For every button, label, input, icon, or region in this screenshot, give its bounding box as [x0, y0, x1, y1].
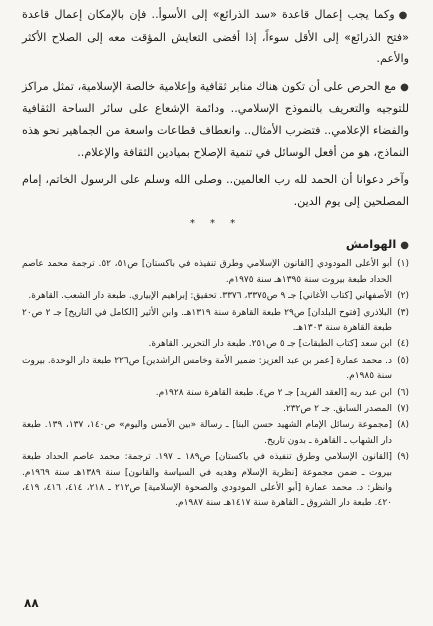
footnote-item [22, 386, 409, 401]
footnote-number: (٦) [397, 387, 409, 398]
footnote-text: ابن سعد [كتاب الطبقات] جـ ٥ ص٢٥١. طبعة دار التحرير. القاهرة. [148, 339, 392, 350]
paragraph-text: مع الحرص على أن تكون هناك منابر ثقافية وإعلامية خالصة الإسلامية، تمثل مراكز للتوجيه والتعريف بالنموذج الإسلامي.. ودائمة الإشعاع على سائر الساحة الثقافية والفضاء الإعلامي.. فتضرب الأمثال.. وانعطاف قطاعات واسعة من الجماهير نحو هذه النماذج، هو من أفعل الوسائل في تنمية الإصلاح بميادين الثقافة والإعلام.. [22, 79, 409, 159]
notes-heading [22, 237, 409, 251]
bullet-icon: ● [398, 10, 409, 21]
footnote-text: ابن عبد ربه [العقد الفريد] جـ ٢ ص٤. طبعة القاهرة سنة ١٩٢٨م. [155, 387, 392, 398]
footnotes-list [22, 257, 409, 512]
footnote-number: (٨) [397, 420, 409, 431]
page-number: ٨٨ [24, 596, 39, 610]
footnote-number: (٤) [397, 339, 409, 350]
footnote-item [22, 450, 409, 512]
footnote-item [22, 306, 409, 337]
footnote-number: (١) [397, 259, 409, 270]
paragraph-3 [22, 169, 409, 212]
paragraph-1 [22, 4, 409, 70]
footnote-text: أبو الأعلى المودودي [القانون الإسلامي وطرق تنفيذه في باكستان] ص٥١، ٥٢. ترجمة محمد عاصم الحداد طبعة بيروت سنة ١٣٩٥هـ سنة ١٩٧٥م. [22, 259, 393, 285]
footnote-number: (٩) [397, 452, 409, 463]
footnote-item [22, 418, 409, 449]
footnote-text: د. محمد عمارة [عمر بن عبد العزيز: ضمير الأمة وخامس الراشدين] ص٢٢٦ طبعة دار الوحدة. بيروت سنة ١٩٨٥م. [22, 355, 392, 382]
paragraph-2 [22, 76, 409, 163]
footnote-number: (٣) [397, 307, 409, 318]
footnote-item [22, 354, 409, 385]
bullet-icon: ● [400, 81, 409, 93]
footnote-item [22, 402, 409, 417]
footnote-text: الأصفهاني [كتاب الأغاني] جـ ٩ ص٣٣٧٥، ٣٣٧٦. تحقيق: إبراهيم الإبياري. طبعة دار الشعب. القاهرة. [28, 291, 392, 302]
section-separator: * * * [189, 218, 242, 230]
footnote-item [22, 289, 409, 304]
footnote-number: (٥) [397, 355, 409, 366]
footnote-item [22, 337, 409, 352]
footnote-text: المصدر السابق. جـ ٢ ص٢٣٢. [283, 404, 392, 414]
main-text [22, 4, 409, 212]
paragraph-text: وآخر دعوانا أن الحمد لله رب العالمين.. وصلى الله وسلم على الرسول الخاتم، إمام المصلحين إلى يوم الدين. [22, 173, 409, 208]
footnote-number: (٧) [397, 404, 409, 414]
bullet-icon: ● [400, 240, 409, 252]
paragraph-text: وكما يجب إعمال قاعدة «سد الذرائع» إلى الأسوأ.. فإن بالإمكان إعمال قاعدة «فتح الذرائع» إلى الأقل سوءاً، إذا أفضى التعايش المؤقت معه إلى الصلاح الأكثر والأعم. [22, 8, 409, 66]
footnote-text: [مجموعة رسائل الإمام الشهيد حسن البنا] ـ رسالة «بين الأمس واليوم» ص١٤٠، ١٣٧، ١٣٩. طبعة دار الشهاب ـ القاهرة ـ بدون تاريخ. [22, 420, 393, 446]
notes-heading-text: الهوامش [345, 237, 397, 252]
footnote-item [22, 257, 409, 288]
footnote-number: (٢) [397, 291, 409, 302]
footnote-text: البلاذري [فتوح البلدان] ص٢٩ طبعة القاهرة سنة ١٣١٩هـ. وابن الأثير [الكامل في التاريخ] جـ ٢ ص٢٠ طبعة القاهرة سنة ١٣٠٣هـ. [22, 307, 392, 333]
footnote-text: [القانون الإسلامي وطرق تنفيذه في باكستان] ص١٨٩ ـ ١٩٧. ترجمة: محمد عاصم الحداد طبعة بيروت ـ ضمن مجموعة [نظرية الإسلام وهديه في السياسة والقانون] سنة ١٣٨٩هـ سنة ١٩٦٩م. وانظر: د. محمد عمارة [أبو الأعلى المودودي والصحوة الإسلامية] ص٢١٢ ـ ٢١٨، ٤١٤، ٤١٦، ٤١٩، ٤٢٠. طبعة دار الشروق ـ القاهرة سنة ١٤١٧هـ سنة ١٩٨٧م. [22, 452, 393, 509]
